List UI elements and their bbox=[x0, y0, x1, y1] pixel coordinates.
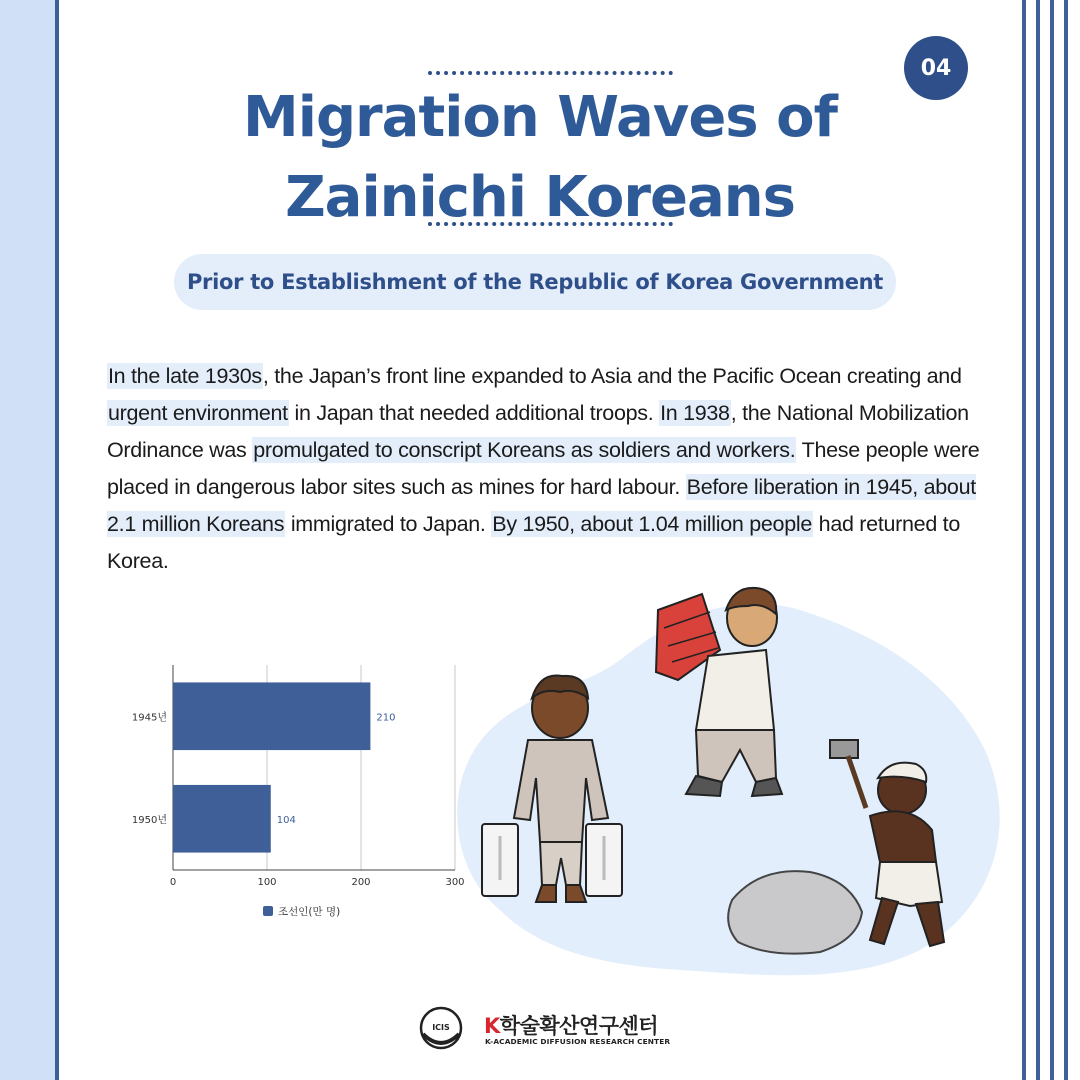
highlight-text: By 1950, about 1.04 million people bbox=[492, 512, 812, 536]
legend-swatch bbox=[263, 906, 273, 916]
bar bbox=[173, 785, 271, 853]
logo-name-ko bbox=[484, 1010, 658, 1040]
bar bbox=[173, 682, 370, 750]
x-tick-label: 200 bbox=[351, 877, 371, 888]
body-text: immigrated to Japan. bbox=[285, 512, 492, 536]
bar-data-label: 104 bbox=[276, 814, 296, 826]
page-number-badge: 04 bbox=[904, 36, 968, 100]
x-tick-label: 100 bbox=[257, 877, 277, 888]
highlight-text: urgent environment bbox=[108, 401, 288, 425]
subtitle-pill bbox=[174, 254, 896, 310]
logo-k-letter: K bbox=[484, 1014, 500, 1038]
title-dots-bottom bbox=[428, 222, 673, 226]
highlight-text: In the late 1930s bbox=[108, 364, 262, 388]
highlight-text: promulgated to conscript Koreans as soldiers and workers. bbox=[253, 438, 796, 462]
x-tick-label: 300 bbox=[445, 877, 465, 888]
y-category-label: 1945년 bbox=[131, 712, 167, 724]
forced-labor-illustration bbox=[470, 580, 1010, 980]
rock-shape bbox=[728, 871, 862, 954]
legend-label: 조선인(만 명) bbox=[278, 906, 341, 918]
page-title bbox=[90, 78, 990, 238]
title-line-2: Zainichi Koreans bbox=[285, 165, 795, 230]
highlight-text: In 1938 bbox=[660, 401, 730, 425]
logo-name-en: K-ACADEMIC DIFFUSION RESEARCH CENTER bbox=[485, 1037, 671, 1046]
worker-carrying-bricks-figure bbox=[656, 588, 782, 796]
logo-name-rest: 학술확산연구센터 bbox=[499, 1014, 659, 1038]
body-paragraph bbox=[107, 358, 987, 580]
body-text: in Japan that needed additional troops. bbox=[288, 401, 660, 425]
y-category-label: 1950년 bbox=[131, 814, 167, 826]
right-frame bbox=[1018, 0, 1080, 1080]
body-text: had returned to Korea. bbox=[107, 512, 960, 573]
highlight-text: Before liberation in 1945, about 2.1 million Koreans bbox=[107, 475, 976, 536]
body-text: , the National Mobilization Ordinance was bbox=[107, 401, 969, 462]
body-text: These people were placed in dangerous labor sites such as mines for hard labour. bbox=[107, 438, 980, 499]
migration-bar-chart bbox=[120, 660, 480, 940]
x-tick-label: 0 bbox=[169, 877, 177, 888]
title-line-1: Migration Waves of bbox=[243, 85, 837, 150]
worker-with-buckets-figure bbox=[482, 675, 622, 902]
subtitle: Prior to Establishment of the Republic of Korea Government bbox=[186, 270, 884, 294]
bar-data-label: 210 bbox=[376, 712, 396, 724]
logo-emblem-text: ICIS bbox=[432, 1023, 450, 1032]
title-dots-top bbox=[428, 71, 673, 75]
left-frame bbox=[0, 0, 59, 1080]
body-text: , the Japan’s front line expanded to Asia and the Pacific Ocean creating and bbox=[262, 364, 962, 388]
